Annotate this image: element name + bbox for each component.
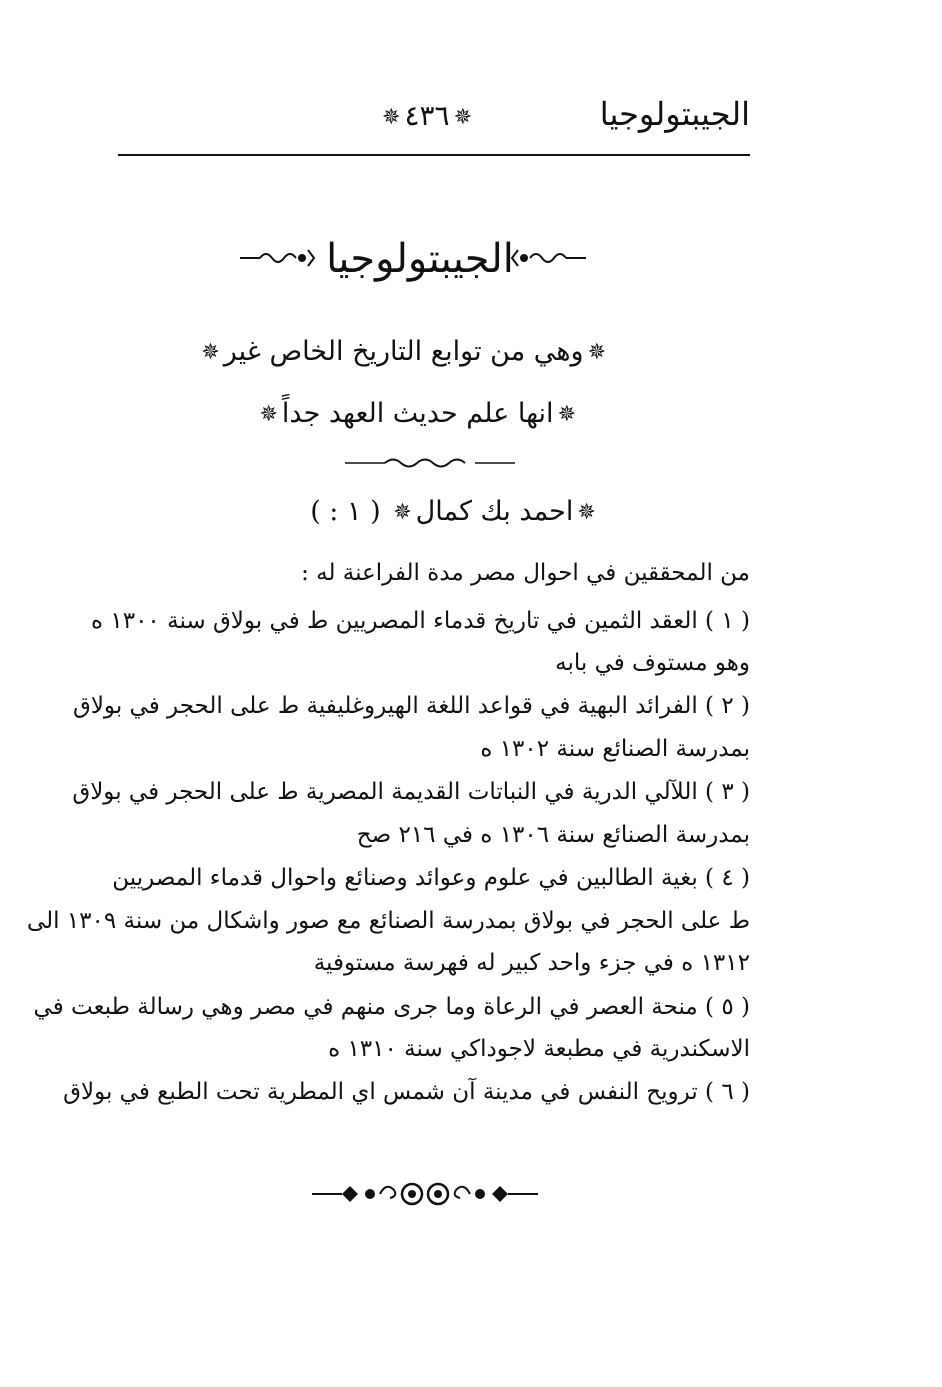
list-item-4-line-1: ( ٤ ) بغية الطالبين في علوم وعوائد وصنائع واحوال قدماء المصريين <box>112 865 750 891</box>
list-item-2-line-2: بمدرسة الصنائع سنة ١٣٠٢ ه <box>480 736 750 762</box>
author-name: احمد بك كمال <box>415 496 574 527</box>
intro-line: من المحققين في احوال مصر مدة الفراعنة له : <box>301 560 750 586</box>
star-ornament-icon: ✵ <box>393 499 412 525</box>
section-title: الجيبتولوجيا <box>326 236 514 282</box>
list-item-3-line-1: ( ٣ ) اللآلي الدرية في النباتات القديمة المصرية ط على الحجر في بولاق <box>72 779 750 805</box>
author-line <box>300 490 610 535</box>
divider-ornament-icon <box>345 454 515 472</box>
list-item-4-line-2: ط على الحجر في بولاق بمدرسة الصنائع مع صور واشكال من سنة ١٣٠٩ الى <box>26 908 750 934</box>
star-ornament-icon: ✵ <box>557 401 576 427</box>
star-ornament-icon: ✵ <box>382 104 401 130</box>
list-item-6-line-1: ( ٦ ) ترويح النفس في مدينة آن شمس اي المطرية تحت الطبع في بولاق <box>63 1079 750 1105</box>
subtitle-line-2: ✵انها علم حديث العهد جداً✵ <box>280 394 580 435</box>
list-item-1-line-1: ( ١ ) العقد الثمين في تاريخ قدماء المصريين ط في بولاق سنة ١٣٠٠ ه <box>91 608 750 634</box>
page-number-block <box>366 98 488 136</box>
list-item-3-line-2: بمدرسة الصنائع سنة ١٣٠٦ ه في ٢١٦ صح <box>356 822 750 848</box>
list-item-4-line-3: ١٣١٢ ه في جزء واحد كبير له فهرسة مستوفية <box>313 950 750 976</box>
star-ornament-icon: ✵ <box>577 499 596 525</box>
star-ornament-icon: ✵ <box>201 339 220 365</box>
subtitle-line-1: ✵وهي من توابع التاريخ الخاص غير✵ <box>250 332 610 373</box>
star-ornament-icon: ✵ <box>259 401 278 427</box>
star-ornament-icon: ✵ <box>587 339 606 365</box>
list-item-5-line-2: الاسكندرية في مطبعة لاجوداكي سنة ١٣١٠ ه <box>328 1036 750 1062</box>
list-item-1-line-2: وهو مستوف في بابه <box>555 650 750 676</box>
header-rule <box>118 154 750 156</box>
page-number: ٤٣٦ <box>404 99 450 132</box>
list-item-5-line-1: ( ٥ ) منحة العصر في الرعاة وما جرى منهم في مصر وهي رسالة طبعت في <box>33 994 750 1020</box>
list-item-2-line-1: ( ٢ ) الفرائد البهية في قواعد اللغة الهيروغليفية ط على الحجر في بولاق <box>72 693 750 719</box>
star-ornament-icon: ✵ <box>453 104 472 130</box>
title-flourish-right-icon <box>508 246 588 270</box>
running-title: الجيبتولوجيا <box>599 95 750 133</box>
tailpiece-ornament-icon <box>312 1174 538 1214</box>
author-number: ( ١ : ) <box>310 496 381 527</box>
